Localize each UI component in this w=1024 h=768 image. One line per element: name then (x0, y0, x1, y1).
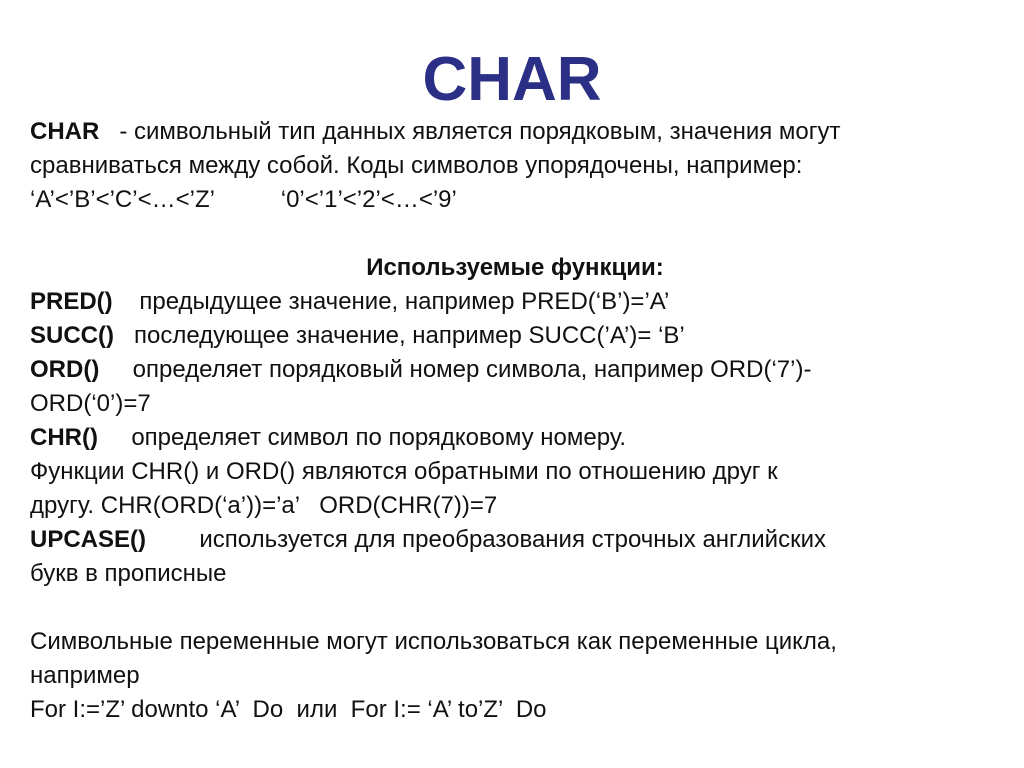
succ-line (30, 319, 1000, 353)
chr-text: определяет символ по порядковому номеру. (97, 424, 627, 451)
ord-name: ORD() (30, 356, 100, 383)
char-description: - символьный тип данных является порядковым, значения могут (99, 118, 841, 145)
inverse-line-1: Функции CHR() и ORD() являются обратными по отношению друг к (30, 458, 778, 485)
pred-name: PRED() (30, 288, 113, 315)
pred-text: предыдущее значение, например PRED(‘B’)=’A’ (112, 288, 670, 315)
char-term: CHAR (30, 118, 100, 145)
slide-body (30, 115, 1000, 727)
spacer-2 (30, 591, 1000, 625)
spacer (30, 217, 1000, 251)
loops-line-2: например (30, 662, 140, 689)
succ-text: последующее значение, например SUCC(’A’)= ‘B’ (114, 322, 685, 349)
chr-line (30, 421, 1000, 455)
pred-line (30, 285, 1000, 319)
functions-heading: Используемые функции: (366, 254, 664, 281)
ord-line (30, 353, 1000, 387)
succ-name: SUCC() (30, 322, 114, 349)
upcase-name: UPCASE() (30, 526, 147, 553)
ord-line-cont: ORD(‘0’)=7 (30, 390, 151, 417)
upcase-line (30, 523, 1000, 557)
upcase-line-cont: букв в прописные (30, 560, 227, 587)
inverse-line-2: другу. CHR(ORD(‘a’))=’a’ ORD(CHR(7))=7 (30, 492, 498, 519)
intro-line-2: сравниваться между собой. Коды символов упорядочены, например: (30, 152, 803, 179)
ord-text: определяет порядковый номер символа, например ORD(‘7’)- (99, 356, 812, 383)
upcase-text: используется для преобразования строчных английских (146, 526, 826, 553)
intro-line-1 (30, 115, 1000, 149)
chr-name: CHR() (30, 424, 98, 451)
loops-line-1: Символьные переменные могут использоваться как переменные цикла, (30, 628, 837, 655)
slide-title: CHAR (422, 45, 602, 114)
intro-line-3: ‘A’<’B’<’C’<…<’Z’ ‘0’<’1’<’2’<…<’9’ (30, 186, 457, 213)
loops-line-3: For I:=’Z’ downto ‘A’ Do или For I:= ‘A’ to’Z’ Do (30, 696, 547, 723)
